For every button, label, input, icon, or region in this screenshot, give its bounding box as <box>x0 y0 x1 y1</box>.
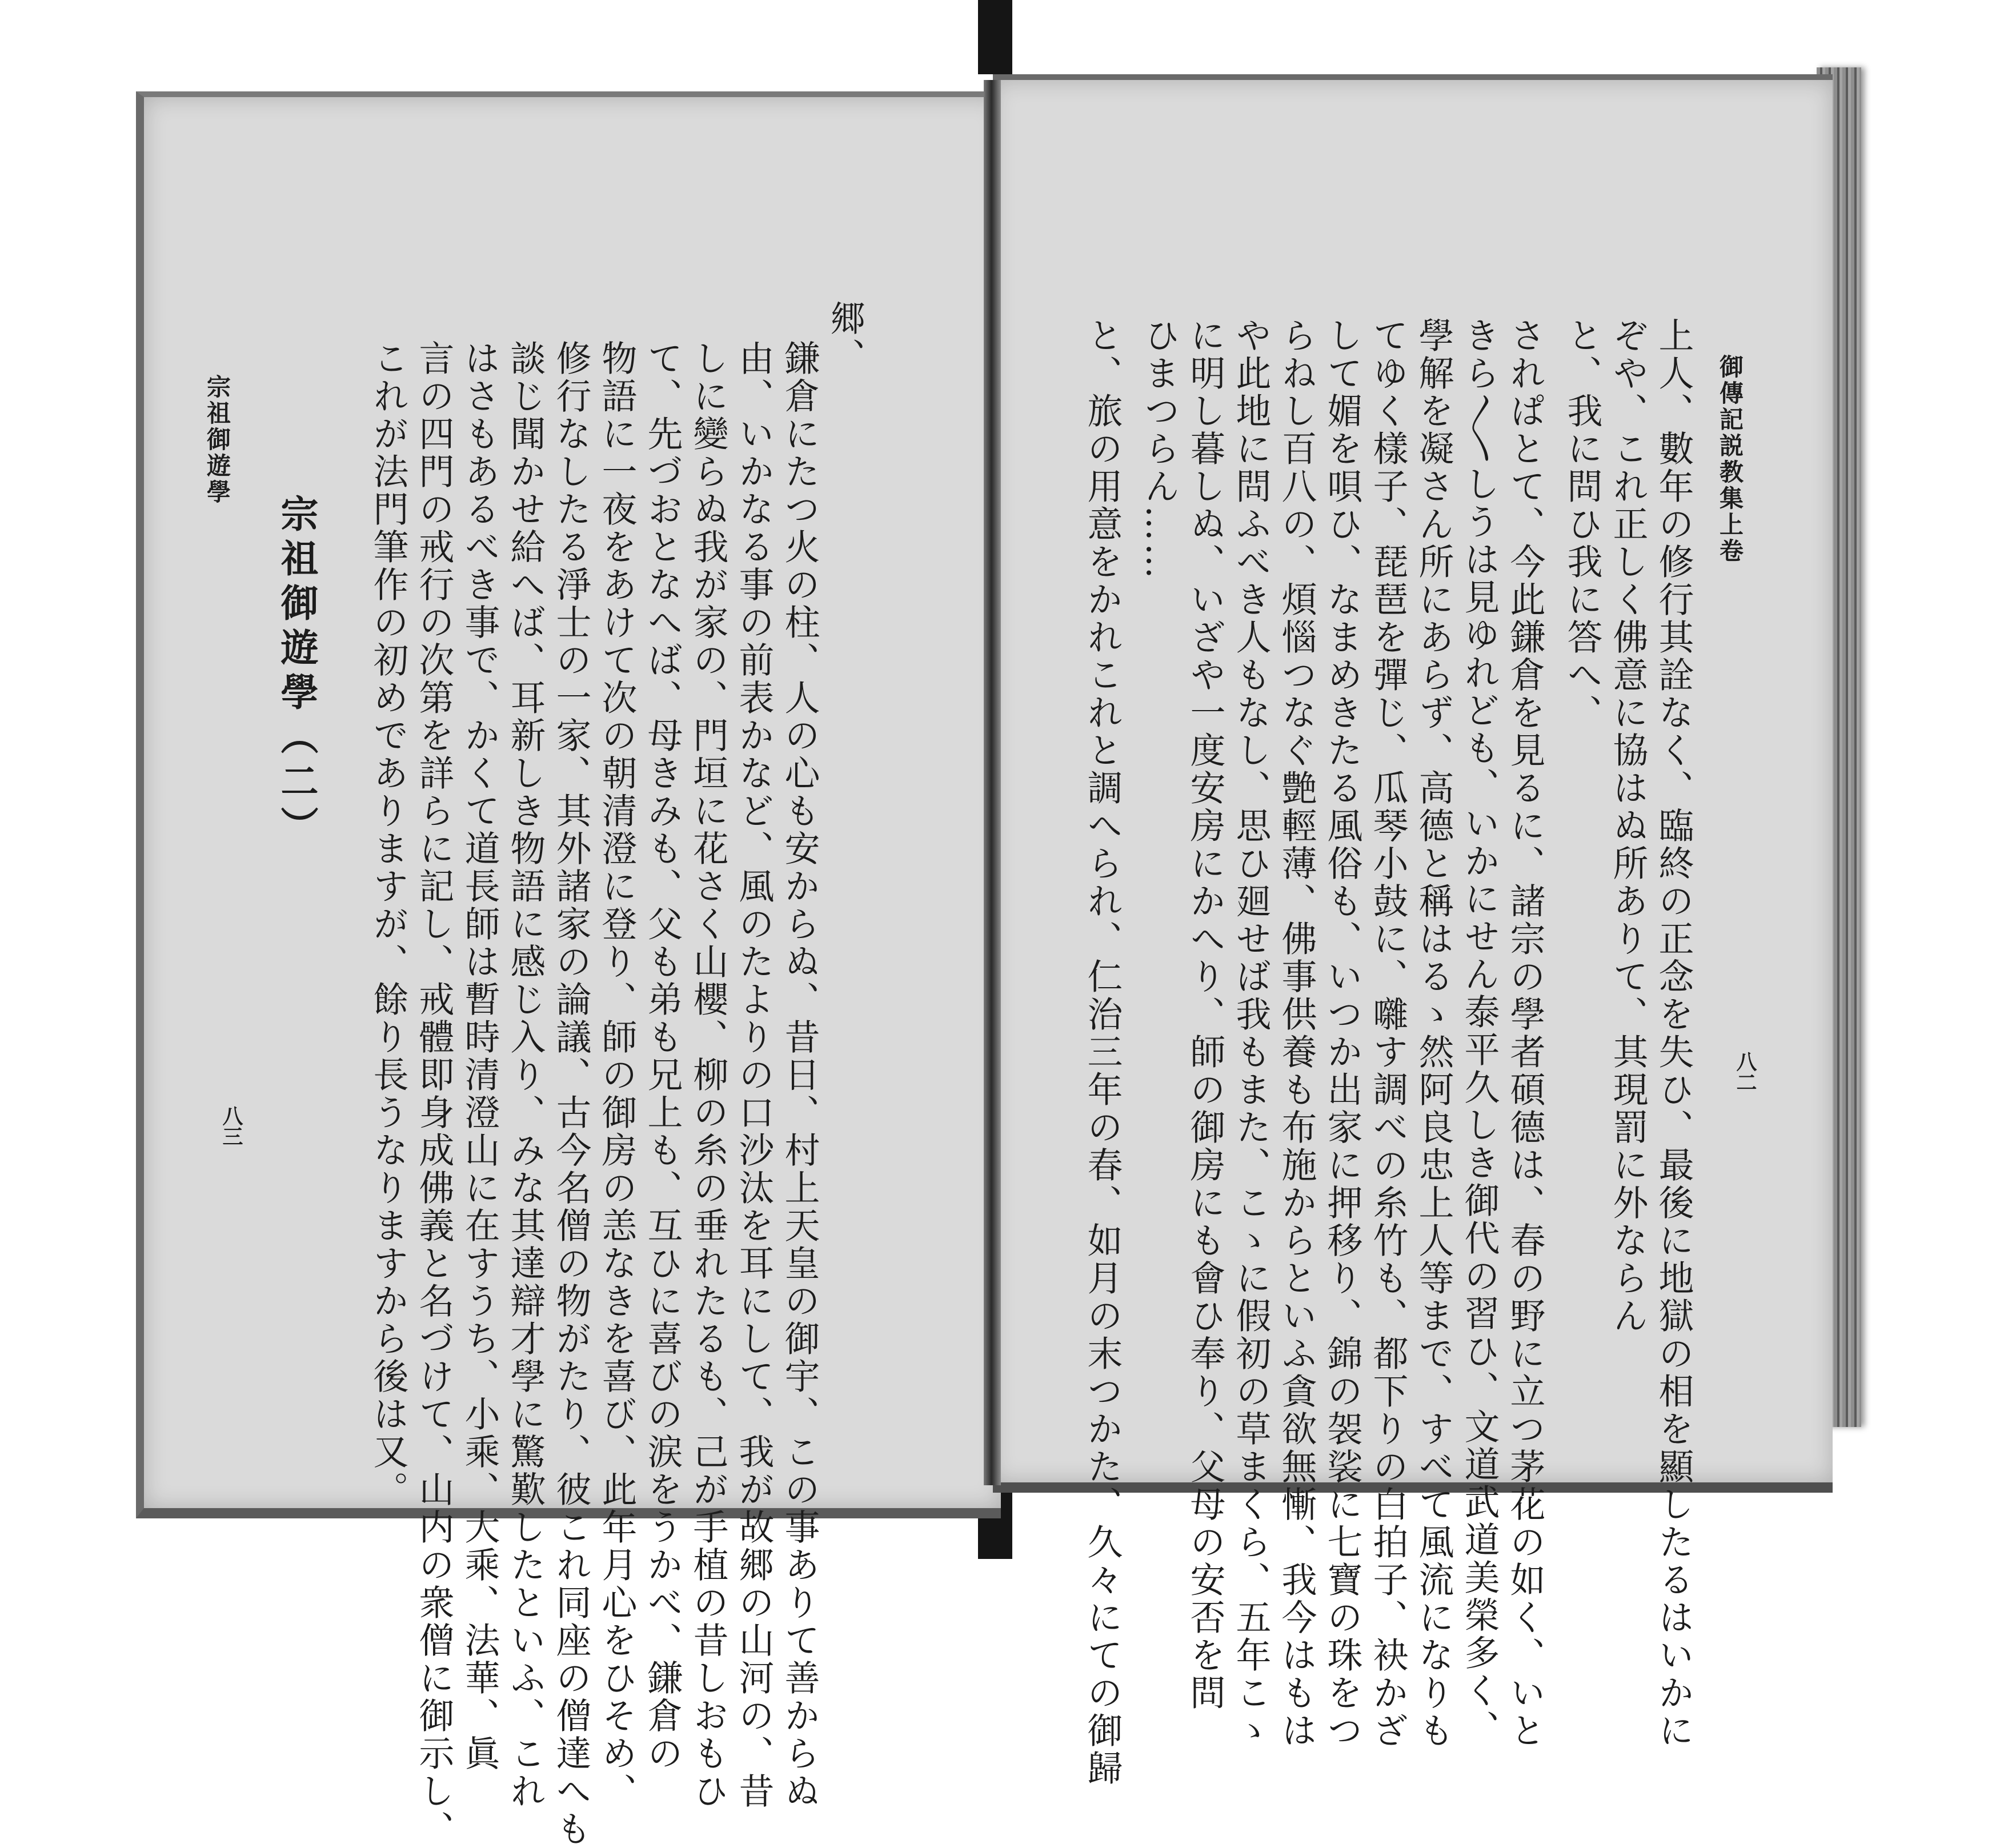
right-line-9: らねし百八の、煩惱つなぐ艶輕薄、佛事供養も布施からといふ貪欲無慚、我今はもは <box>1276 317 1317 1750</box>
left-line-11: これが法門筆作の初めでありますが、餘り長うなりますから後は又。 <box>367 340 409 1509</box>
left-line-6: 物語に一夜をあけて次の朝清澄に登り、師の御房の恙なきを喜び、此年月心をひそめ、 <box>596 340 638 1810</box>
right-line-1: 上人、數年の修行其詮なく、臨終の正念を失ひ、最後に地獄の相を顯したるはいかに <box>1653 317 1694 1750</box>
right-line-2: ぞや、これ正しく佛意に協はぬ所ありて、其現罰に外ならん <box>1607 317 1649 1335</box>
left-line-9: はさもあるべき事で、かくて道長師は暫時清澄山に在すうち、小乘、大乘、法華、眞 <box>459 340 500 1773</box>
right-line-6: 學解を凝さん所にあらず、高德と稱はるゝ然阿良忠上人等まで、すべて風流になりも <box>1413 317 1454 1750</box>
right-line-8: して媚を唄ひ、なまめきたる風俗も、いつか出家に押移り、錦の袈裟に七寶の珠をつ <box>1321 317 1363 1750</box>
top-book-ribbon <box>978 0 1012 74</box>
left-line-3: 由、いかなる事の前表かなど、風のたよりの口沙汰を耳にして、我が故郷の山河の、昔 <box>733 340 775 1810</box>
left-line-2: 鎌倉にたつ火の柱、人の心も安からぬ、昔日、村上天皇の御宇、この事ありて善からぬ <box>779 340 820 1810</box>
left-line-1: 郷、 <box>824 300 866 375</box>
right-line-4: されぱとて、今此鎌倉を見るに、諸宗の學者碩德は、春の野に立つ茅花の如く、いと <box>1504 317 1546 1750</box>
right-line-7: てゆく樣子、琵琶を彈じ、瓜琴小鼓に、囃す調べの糸竹も、都下りの白拍子、袂かざ <box>1367 317 1409 1750</box>
right-line-5: きら〳〵しうは見ゆれども、いかにせん泰平久しき御代の習ひ、文道武道美榮多く、 <box>1458 317 1500 1747</box>
book-gutter <box>984 80 1001 1485</box>
right-running-head: 御傳記説教集上卷 <box>1716 354 1744 564</box>
left-running-head: 宗祖御遊學 <box>203 374 231 506</box>
right-line-11: に明し暮しぬ、いざや一度安房にかへり、師の御房にも會ひ奉り、父母の安否を問 <box>1184 317 1226 1712</box>
right-line-3: と、我に問ひ我に答へ、 <box>1561 317 1603 732</box>
right-line-13: と、旅の用意をかれこれと調へられ、仁治三年の春、如月の末つかた、久々にての御歸 <box>1081 317 1123 1787</box>
left-line-4: しに變らぬ我が家の、門垣に花さく山櫻、柳の糸の垂れたるも、己が手植の昔しおもひ <box>687 340 729 1810</box>
right-line-12: ひまつらん…… <box>1139 317 1180 581</box>
left-page-number: 八三 <box>219 1105 243 1147</box>
section-title: 宗祖御遊學（二） <box>274 494 319 851</box>
right-page-number: 八二 <box>1733 1051 1757 1092</box>
left-line-7: 修行なしたる淨士の一家、其外諸家の論議、古今名僧の物がたり、彼これ同座の僧達へも <box>550 340 592 1848</box>
left-line-5: て、先づおとなへば、母きみも、父も弟も兄上も、互ひに喜びの涙をうかべ、鎌倉の <box>642 340 683 1773</box>
right-line-10: や此地に問ふべき人もなし、思ひ廻せば我もまた、こゝに假初の草まくら、五年こゝ <box>1230 317 1272 1750</box>
left-line-10: 言の四門の戒行の次第を詳らに記し、戒體即身成佛義と名づけて、山内の衆僧に御示し、 <box>413 340 455 1848</box>
left-line-8: 談じ聞かせ給へば、耳新しき物語に感じ入り、みな其達辯才學に驚歎したといふ、これ <box>504 340 546 1810</box>
